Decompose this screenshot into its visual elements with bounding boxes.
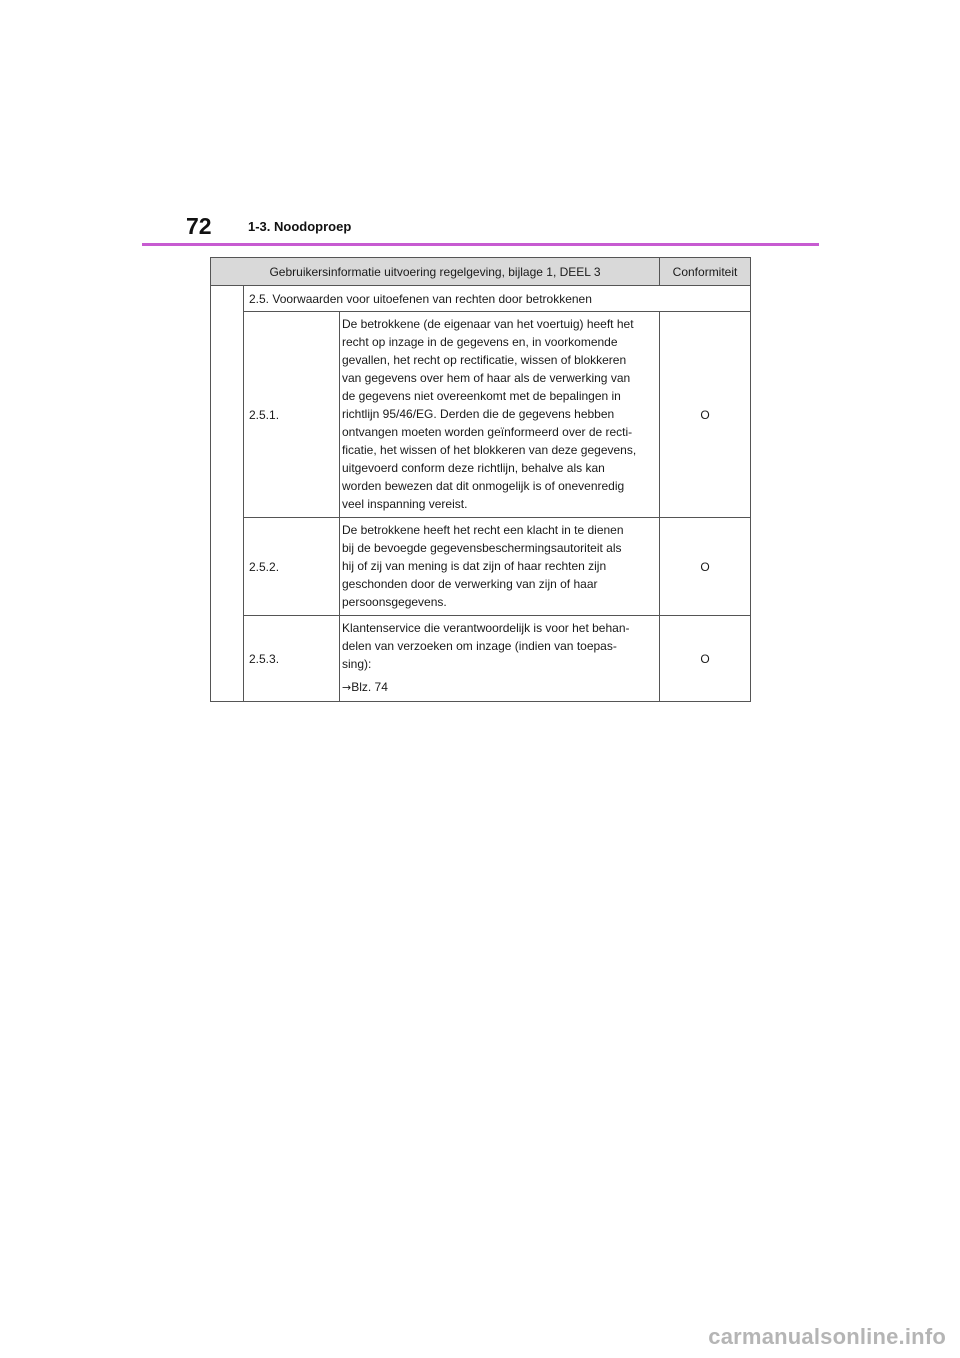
section-title: 1-3. Noodoproep xyxy=(248,219,352,234)
column-header-conformity: Conformiteit xyxy=(660,258,751,286)
text-line: veel inspanning vereist. xyxy=(342,497,468,511)
row-number: 2.5.1. xyxy=(244,312,340,518)
text-line: hij of zij van mening is dat zijn of haar rechten zijn xyxy=(342,559,607,573)
text-line: Klantenservice die verantwoordelijk is voor het behan- xyxy=(342,621,630,635)
text-line: ficatie, het wissen of het blokkeren van deze gegevens, xyxy=(342,443,637,457)
text-line: van gegevens over hem of haar als de verwerking van xyxy=(342,371,631,385)
text-line: uitgevoerd conform deze richtlijn, behalve als kan xyxy=(342,461,605,475)
row-description xyxy=(340,518,660,616)
sub-heading: 2.5. Voorwaarden voor uitoefenen van rechten door betrokkenen xyxy=(244,286,751,312)
row-description xyxy=(340,312,660,518)
row-conformity: O xyxy=(660,518,751,616)
regulation-table xyxy=(210,257,751,702)
text-line: De betrokkene heeft het recht een klacht in te dienen xyxy=(342,523,624,537)
table-header-row xyxy=(211,258,751,286)
indent-cell xyxy=(211,286,244,702)
text-line: delen van verzoeken om inzage (indien van toepas- xyxy=(342,639,617,653)
text-line: geschonden door de verwerking van zijn of haar xyxy=(342,577,598,591)
table-row xyxy=(211,616,751,702)
row-description xyxy=(340,616,660,702)
table-row xyxy=(211,312,751,518)
text-line: De betrokkene (de eigenaar van het voertuig) heeft het xyxy=(342,317,634,331)
table-row xyxy=(211,518,751,616)
row-number: 2.5.3. xyxy=(244,616,340,702)
arrow-right-icon: → xyxy=(342,681,352,694)
row-conformity: O xyxy=(660,616,751,702)
header-rule xyxy=(142,243,819,246)
text-line: ontvangen moeten worden geïnformeerd over de recti- xyxy=(342,425,633,439)
text-line: worden bewezen dat dit onmogelijk is of onevenredig xyxy=(342,479,625,493)
text-line: recht op inzage in de gegevens en, in voorkomende xyxy=(342,335,618,349)
text-line: sing): xyxy=(342,657,372,671)
table-row xyxy=(211,286,751,312)
text-line: bij de bevoegde gegevensbeschermingsautoriteit als xyxy=(342,541,622,555)
text-line: de gegevens niet overeenkomt met de bepalingen in xyxy=(342,389,621,403)
row-conformity: O xyxy=(660,312,751,518)
row-number: 2.5.2. xyxy=(244,518,340,616)
page-number: 72 xyxy=(186,213,212,239)
page-reference-link[interactable]: Blz. 74 xyxy=(351,680,388,694)
text-line: gevallen, het recht op rectificatie, wissen of blokkeren xyxy=(342,353,627,367)
watermark: carmanualsonline.info xyxy=(708,1324,946,1349)
text-line: persoonsgegevens. xyxy=(342,595,447,609)
column-header-info: Gebruikersinformatie uitvoering regelgeving, bijlage 1, DEEL 3 xyxy=(211,258,660,286)
text-line: richtlijn 95/46/EG. Derden die de gegevens hebben xyxy=(342,407,615,421)
